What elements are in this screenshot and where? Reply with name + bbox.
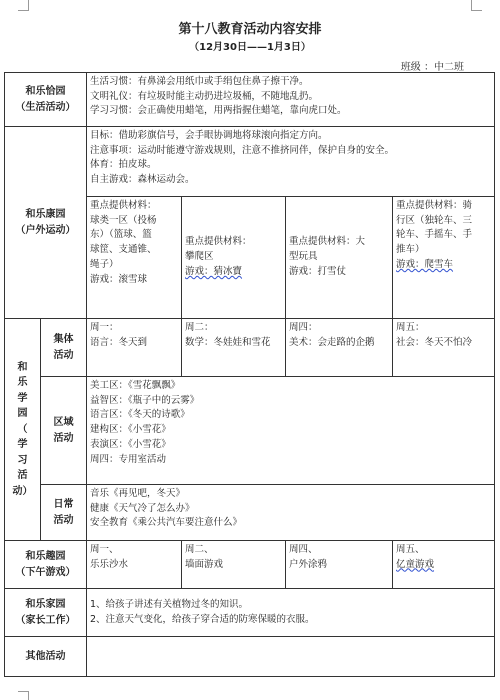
afternoon-cell-thu: 周四、 户外涂鸦 bbox=[286, 541, 393, 589]
afternoon-header: 和乐趣园 （下午游戏） bbox=[5, 541, 87, 589]
area-label: 区域 活动 bbox=[41, 377, 87, 485]
corner-mark-bottom-left bbox=[18, 691, 29, 700]
area-content: 美工区：《雪花飘飘》 益智区：《瓶子中的云雾》 语言区：《冬天的诗歌》 建构区：《小雪花》 表演区：《小雪花》 周四：专用室活动 bbox=[87, 377, 495, 485]
life-content bbox=[87, 73, 495, 127]
group-label: 集体 活动 bbox=[41, 319, 87, 377]
family-content: 1、给孩子讲述有关植物过冬的知识。 2、注意天气变化，给孩子穿合适的防寒保暖的衣服。 bbox=[87, 589, 495, 637]
group-cell-mon: 周一： 语言：冬天到 bbox=[87, 319, 182, 377]
afternoon-row bbox=[5, 541, 495, 589]
page-title: 第十八教育活动内容安排 bbox=[178, 22, 322, 37]
outdoor-col-1: 重点提供材料： 球类一区（投杨 东）（篮球、篮 球筐、支通锥、 绳子） 游戏：滚雪球 bbox=[87, 197, 182, 319]
outdoor-col-4: 重点提供材料：骑 行区（独轮车、三 轮车、手摇车、手 推车） 游戏：爬雪车 bbox=[393, 197, 495, 319]
afternoon-cell-fri: 周五、 亿童游戏 bbox=[393, 541, 495, 589]
daily-content: 音乐《再见吧，冬天》 健康《天气冷了怎么办》 安全教育《乘公共汽车要注意什么》 bbox=[87, 485, 495, 541]
afternoon-cell-tue: 周二、 墙面游戏 bbox=[182, 541, 286, 589]
area-row bbox=[5, 377, 495, 485]
outdoor-content bbox=[87, 127, 495, 197]
daily-row bbox=[5, 485, 495, 541]
afternoon-cell-mon: 周一、 乐乐沙水 bbox=[87, 541, 182, 589]
life-line: 文明礼仪：有垃圾时能主动扔进垃圾桶，不随地乱扔。 bbox=[90, 90, 319, 102]
daily-label: 日常 活动 bbox=[41, 485, 87, 541]
family-header: 和乐家园 （家长工作） bbox=[5, 589, 87, 637]
study-header: 和 乐 学 园 （ 学 习 活 动） bbox=[5, 319, 41, 541]
date-range: （12月30日——1月3日） bbox=[189, 42, 311, 53]
group-cell-thu: 周四： 美术：会走路的企鹅 bbox=[286, 319, 393, 377]
other-header: 其他活动 bbox=[5, 637, 87, 677]
schedule-table bbox=[4, 72, 495, 677]
group-cell-tue: 周二： 数学：冬娃娃和雪花 bbox=[182, 319, 286, 377]
life-row bbox=[5, 73, 495, 127]
outdoor-line: 注意事项：运动时能遵守游戏规则，注意不推挤同伴，保护自身的安全。 bbox=[90, 144, 395, 156]
outdoor-line: 体育：拍皮球。 bbox=[90, 159, 157, 171]
outdoor-line: 自主游戏：森林运动会。 bbox=[90, 174, 195, 186]
class-label: 班级 ：中二班 bbox=[400, 62, 464, 73]
life-header: 和乐恰园 （生活活动） bbox=[5, 73, 87, 127]
other-content bbox=[87, 637, 495, 677]
corner-mark-top-left bbox=[18, 0, 29, 11]
other-row bbox=[5, 637, 495, 677]
family-row bbox=[5, 589, 495, 637]
outdoor-line: 目标：借助彩旗信号，会手眼协调地将球滚向指定方向。 bbox=[90, 130, 328, 141]
outdoor-header: 和乐康园 （户外运动） bbox=[5, 127, 87, 319]
corner-mark-top-right bbox=[471, 0, 482, 11]
group-row bbox=[5, 319, 495, 377]
life-line: 生活习惯：有鼻涕会用纸巾或手绢包住鼻子擦干净。 bbox=[90, 76, 309, 87]
outdoor-col-2: 重点提供材料： 攀爬区 游戏：猜冰寶 bbox=[182, 197, 286, 319]
life-line: 学习习惯：会正确使用蜡笔，用两指握住蜡笔，靠向虎口处。 bbox=[90, 105, 347, 117]
outdoor-row bbox=[5, 127, 495, 197]
group-cell-fri: 周五： 社会：冬天不怕冷 bbox=[393, 319, 495, 377]
outdoor-col-3: 重点提供材料：大 型玩具 游戏：打雪仗 bbox=[286, 197, 393, 319]
